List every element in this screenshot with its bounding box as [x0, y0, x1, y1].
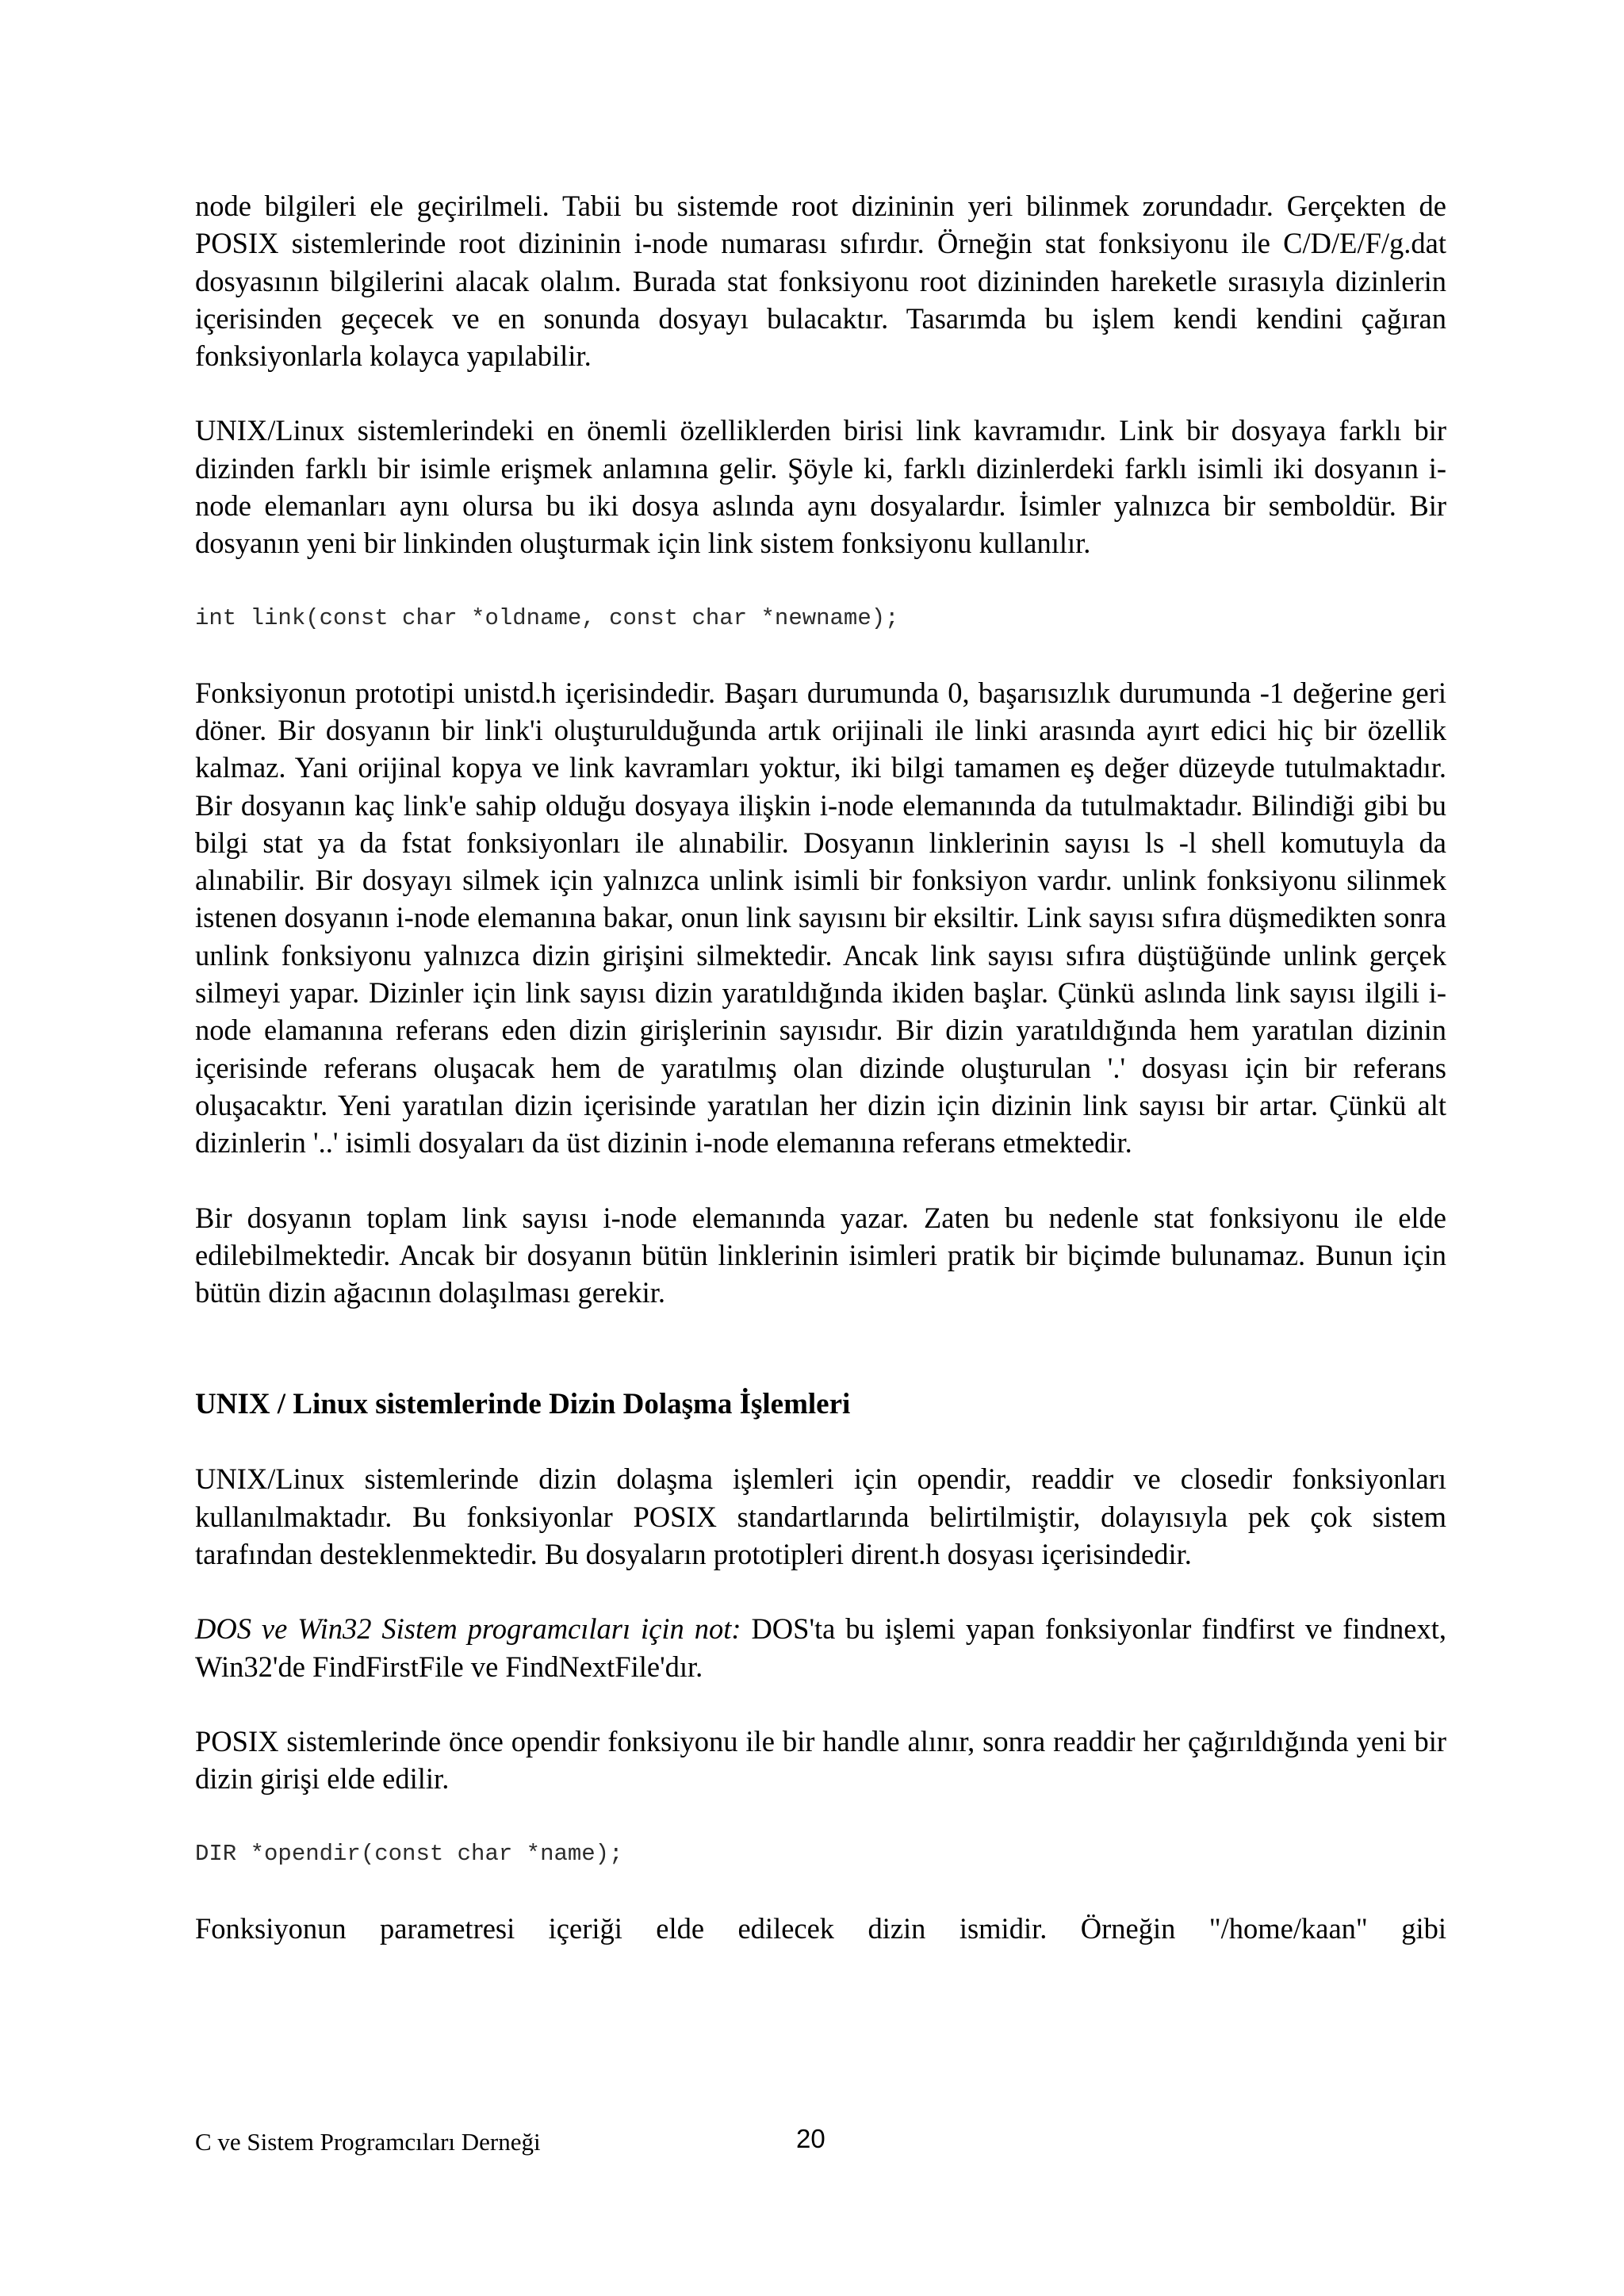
code-opendir-prototype: DIR *opendir(const char *name); — [195, 1840, 623, 1867]
paragraph-dos-note — [195, 1610, 1446, 1685]
paragraph-opendir-intro: UNIX/Linux sistemlerinde dizin dolaşma işlemleri için opendir, readdir ve closedir fonksiyonları kullanılmaktadır. Bu fonksiyonlar POSIX standartlarında belirtilmiştir, dolayısıyla pek çok sistem tarafından desteklenmektedir. Bu dosyaların prototipleri dirent.h dosyası içerisindedir. — [195, 1462, 1446, 1571]
paragraph-link-details: Fonksiyonun prototipi unistd.h içerisindedir. Başarı durumunda 0, başarısızlık durumunda -1 değerine geri döner. Bir dosyanın bir link'i oluşturulduğunda artık orijinali ile linki arasında ayırt edici hiç bir özellik kalmaz. Yani orijinal kopya ve link kavramları yoktur, iki bilgi tamamen eş değer düzeyde tutulmaktadır. Bir dosyanın kaç link'e sahip olduğu dosyaya ilişkin i-node elemanında da tutulmaktadır. Bilindiği gibi bu bilgi stat ya da fstat fonksiyonları ile alınabilir. Dosyanın linklerinin sayısı ls -l shell komutuyla da alınabilir. Bir dosyayı silmek için yalnızca unlink isimli bir fonksiyon vardır. unlink fonksiyonu silinmek istenen dosyanın i-node elemanına bakar, onun link sayısını bir eksiltir. Link sayısı sıfıra düşmedikten sonra unlink fonksiyonu yalnızca dizin girişini silmektedir. Ancak link sayısı sıfıra düştüğünde unlink gerçek silmeyi yapar. Dizinler için link sayısı dizin yaratıldığında ikiden başlar. Çünkü aslında link sayısı ilgili i-node elamanına referans eden dizin girişlerinin sayısıdır. Bir dizin yaratıldığında hem yaratılan dizinin içerisinde referans oluşacak hem de yaratılmış olan dizinde oluşturulan '.' dosyası için bir referans oluşacaktır. Yeni yaratılan dizin içerisinde yaratılan her dizin için dizinin link sayısı bir artar. Çünkü alt dizinlerin '..' isimli dosyaları da üst dizinin i-node elemanına referans etmektedir. — [195, 676, 1446, 1159]
spacer — [195, 1423, 1446, 1460]
code-link-prototype: int link(const char *oldname, const char *newname); — [195, 604, 899, 631]
spacer — [195, 374, 1446, 412]
spacer — [195, 562, 1446, 600]
section-heading: UNIX / Linux sistemlerinde Dizin Dolaşma İşlemleri — [195, 1388, 851, 1421]
spacer — [195, 1685, 1446, 1723]
spacer — [195, 1872, 1446, 1910]
footer-page-number: 20 — [796, 2124, 825, 2153]
paragraph-root-inode: node bilgileri ele geçirilmeli. Tabii bu sistemde root dizininin yeri bilinmek zorundadır. Gerçekten de POSIX sistemlerinde root dizininin i-node numarası sıfırdır. Örneğin stat fonksiyonu ile C/D/E/F/g.dat dosyasının bilgilerini alacak olalım. Burada stat fonksiyonu root dizininden hareketle sırasıyla dizinlerin içerisinden geçecek ve en sonunda dosyayı bulacaktır. Tasarımda bu işlem kendi kendini çağıran fonksiyonlarla kolayca yapılabilir. — [195, 190, 1446, 373]
spacer — [195, 1162, 1446, 1199]
spacer — [195, 1798, 1446, 1835]
note-lead: DOS ve Win32 Sistem programcıları için not: — [195, 1612, 741, 1646]
paragraph-link-concept: UNIX/Linux sistemlerindeki en önemli özelliklerden birisi link kavramıdır. Link bir dosyaya farklı bir dizinden farklı bir isimle erişmek anlamına gelir. Şöyle ki, farklı dizinlerdeki farklı isimli iki dosyanın i-node elemanları aynı olursa bu iki dosya aslında aynı dosyalardır. İsimler yalnızca bir semboldür. Bir dosyanın yeni bir linkinden oluşturmak için link sistem fonksiyonu kullanılır. — [195, 414, 1446, 560]
paragraph-link-count: Bir dosyanın toplam link sayısı i-node elemanında yazar. Zaten bu nedenle stat fonksiyonu ile elde edilebilmektedir. Ancak bir dosyanın bütün linklerinin isimleri pratik bir biçimde bulunamaz. Bunun için bütün dizin ağacının dolaşılması gerekir. — [195, 1201, 1446, 1309]
page-body — [195, 187, 1446, 1947]
spacer — [195, 1348, 1446, 1386]
note-text: DOS'ta bu işlemi yapan fonksiyonlar findfirst ve findnext, Win32'de FindFirstFile ve FindNextFile'dır. — [195, 1612, 1447, 1683]
paragraph-opendir-param: Fonksiyonun parametresi içeriği elde edilecek dizin ismidir. Örneğin "/home/kaan" gibi — [195, 1911, 1446, 1945]
spacer — [195, 1311, 1446, 1348]
spacer — [195, 637, 1446, 674]
paragraph-posix-handle: POSIX sistemlerinde önce opendir fonksiyonu ile bir handle alınır, sonra readdir her çağırıldığında yeni bir dizin girişi elde edilir. — [195, 1724, 1446, 1796]
footer-organization: C ve Sistem Programcıları Derneği — [195, 2128, 541, 2156]
spacer — [195, 1573, 1446, 1610]
